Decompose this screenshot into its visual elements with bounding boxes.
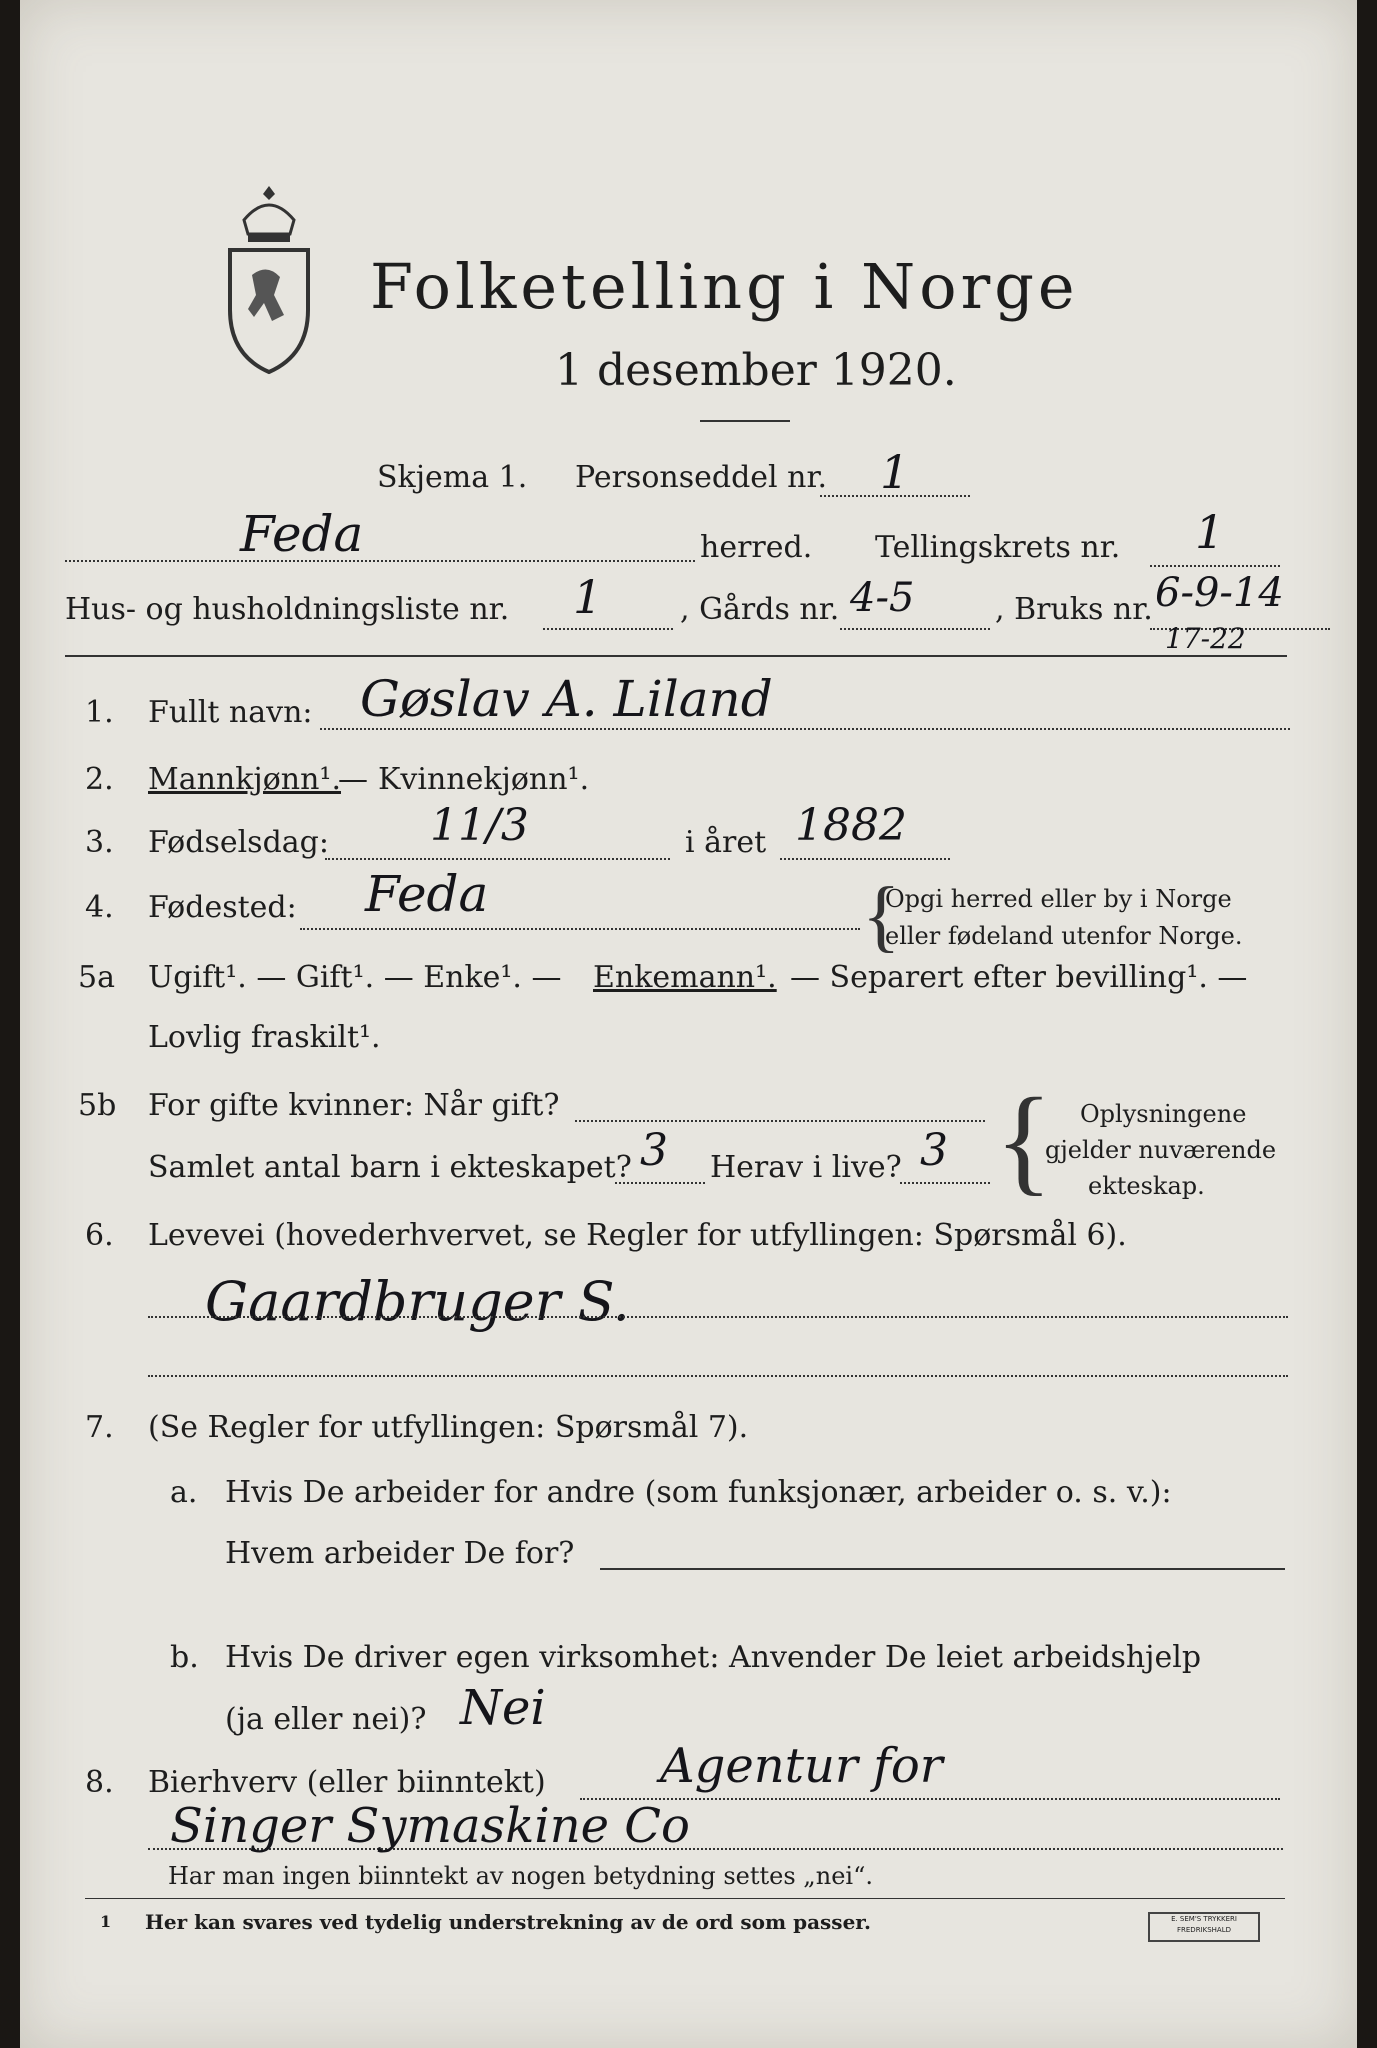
q4-value: Feda <box>365 865 489 923</box>
q1-line <box>320 728 1290 730</box>
q8-number: 8. <box>85 1765 114 1800</box>
q2-separator: — <box>338 762 368 797</box>
q7-number: 7. <box>85 1410 114 1445</box>
q5b-alive-value: 3 <box>920 1125 948 1176</box>
q1-label: Fullt navn: <box>148 695 313 730</box>
herred-value: Feda <box>240 505 364 563</box>
footnote-mark: 1 <box>100 1912 112 1931</box>
q2-number: 2. <box>85 762 114 797</box>
q4-number: 4. <box>85 890 114 925</box>
q7-label: (Se Regler for utfyllingen: Spørsmål 7). <box>148 1410 749 1445</box>
q5b-brace: { <box>995 1073 1053 1206</box>
q4-note-2: eller fødeland utenfor Norge. <box>885 922 1243 950</box>
q8-value-1: Agentur for <box>660 1738 943 1794</box>
q5b-note-1: Oplysningene <box>1080 1100 1247 1128</box>
gards-value: 4-5 <box>850 575 915 621</box>
skjema-label: Skjema 1. <box>377 460 528 495</box>
husliste-label: Hus- og husholdningsliste nr. <box>65 592 510 627</box>
husliste-line <box>543 628 673 630</box>
q4-brace: { <box>862 872 901 960</box>
tellingskrets-line <box>1150 565 1280 567</box>
q7b-value: Nei <box>460 1680 546 1736</box>
header-rule <box>65 655 1287 657</box>
form-title: Folketelling i Norge <box>370 250 1079 323</box>
q7a-letter: a. <box>170 1475 198 1510</box>
q5a-enkemann: Enkemann¹. <box>593 960 777 995</box>
herred-label: herred. <box>700 530 813 565</box>
personseddel-label: Personseddel nr. <box>575 460 828 495</box>
q3-year-value: 1882 <box>795 800 907 851</box>
q4-note-1: Opgi herred eller by i Norge <box>885 885 1232 913</box>
q6-line-2 <box>148 1375 1288 1377</box>
q6-value: Gaardbruger S. <box>205 1270 630 1333</box>
q5a-options: Ugift¹. — Gift¹. — Enke¹. — <box>148 960 562 995</box>
q5b-label: For gifte kvinner: Når gift? <box>148 1088 560 1123</box>
q3-number: 3. <box>85 825 114 860</box>
q5a-options-rest: — Separert efter bevilling¹. — <box>790 960 1248 995</box>
q3-year-label: i året <box>685 825 767 860</box>
q1-number: 1. <box>85 695 114 730</box>
gards-line <box>840 628 990 630</box>
q8-note: Har man ingen biinntekt av nogen betydning settes „nei“. <box>168 1862 873 1890</box>
stamp-line-1: E. SEM'S TRYKKERI <box>1171 1915 1237 1923</box>
q7a-label: Hvis De arbeider for andre (som funksjonær, arbeider o. s. v.): <box>225 1475 1172 1510</box>
gards-label: , Gårds nr. <box>680 592 840 627</box>
q5b-alive-line <box>900 1182 990 1184</box>
q4-label: Fødested: <box>148 890 297 925</box>
q5a-number: 5a <box>78 960 115 995</box>
q5a-line-2: Lovlig fraskilt¹. <box>148 1020 381 1055</box>
census-date: 1 desember 1920. <box>555 345 957 396</box>
census-form-page <box>20 0 1357 2048</box>
q4-line <box>300 928 860 930</box>
herred-line <box>65 560 695 562</box>
q3-label: Fødselsdag: <box>148 825 329 860</box>
personseddel-value: 1 <box>880 445 910 499</box>
q2-female: Kvinnekjønn¹. <box>378 762 590 797</box>
q7a-line-2: Hvem arbeider De for? <box>225 1536 575 1571</box>
q7b-letter: b. <box>170 1640 199 1675</box>
q3-year-line <box>780 858 950 860</box>
q6-number: 6. <box>85 1218 114 1253</box>
tellingskrets-value: 1 <box>1195 505 1225 559</box>
q5b-note-3: ekteskap. <box>1088 1172 1205 1200</box>
footnote-text: Her kan svares ved tydelig understrekning av de ord som passer. <box>145 1910 871 1934</box>
husliste-value: 1 <box>573 570 603 624</box>
q5b-note-2: gjelder nuværende <box>1045 1136 1277 1164</box>
bruks-value-2: 17-22 <box>1165 622 1246 655</box>
q2-male: Mannkjønn¹. <box>148 762 341 797</box>
q8-value-2: Singer Symaskine Co <box>170 1798 690 1854</box>
q3-value: 11/3 <box>430 800 529 851</box>
footnote-rule <box>85 1898 1285 1899</box>
q5b-children-value: 3 <box>640 1125 668 1176</box>
q5b-number: 5b <box>78 1088 117 1123</box>
tellingskrets-label: Tellingskrets nr. <box>875 530 1121 565</box>
q3-line <box>325 858 670 860</box>
q5b-children-line <box>615 1182 705 1184</box>
q6-label: Levevei (hovederhvervet, se Regler for utfyllingen: Spørsmål 6). <box>148 1218 1127 1253</box>
q6-line-1 <box>148 1316 1288 1318</box>
q8-label: Bierhverv (eller biinntekt) <box>148 1765 546 1800</box>
q7b-line-2: (ja eller nei)? <box>225 1702 427 1737</box>
coat-of-arms-icon <box>214 180 324 380</box>
stamp-line-2: FREDRIKSHALD <box>1176 1926 1231 1934</box>
q5b-alive-label: Herav i live? <box>710 1150 902 1185</box>
title-divider <box>700 420 790 422</box>
bruks-value: 6-9-14 <box>1155 570 1284 616</box>
q1-value: Gøslav A. Liland <box>360 670 773 728</box>
printer-stamp <box>1148 1912 1260 1942</box>
q5b-married-line <box>575 1120 985 1122</box>
bruks-label: , Bruks nr. <box>995 592 1153 627</box>
q7a-line <box>600 1568 1285 1570</box>
q5b-children-label: Samlet antal barn i ekteskapet? <box>148 1150 632 1185</box>
q7b-label: Hvis De driver egen virksomhet: Anvender De leiet arbeidshjelp <box>225 1640 1202 1675</box>
